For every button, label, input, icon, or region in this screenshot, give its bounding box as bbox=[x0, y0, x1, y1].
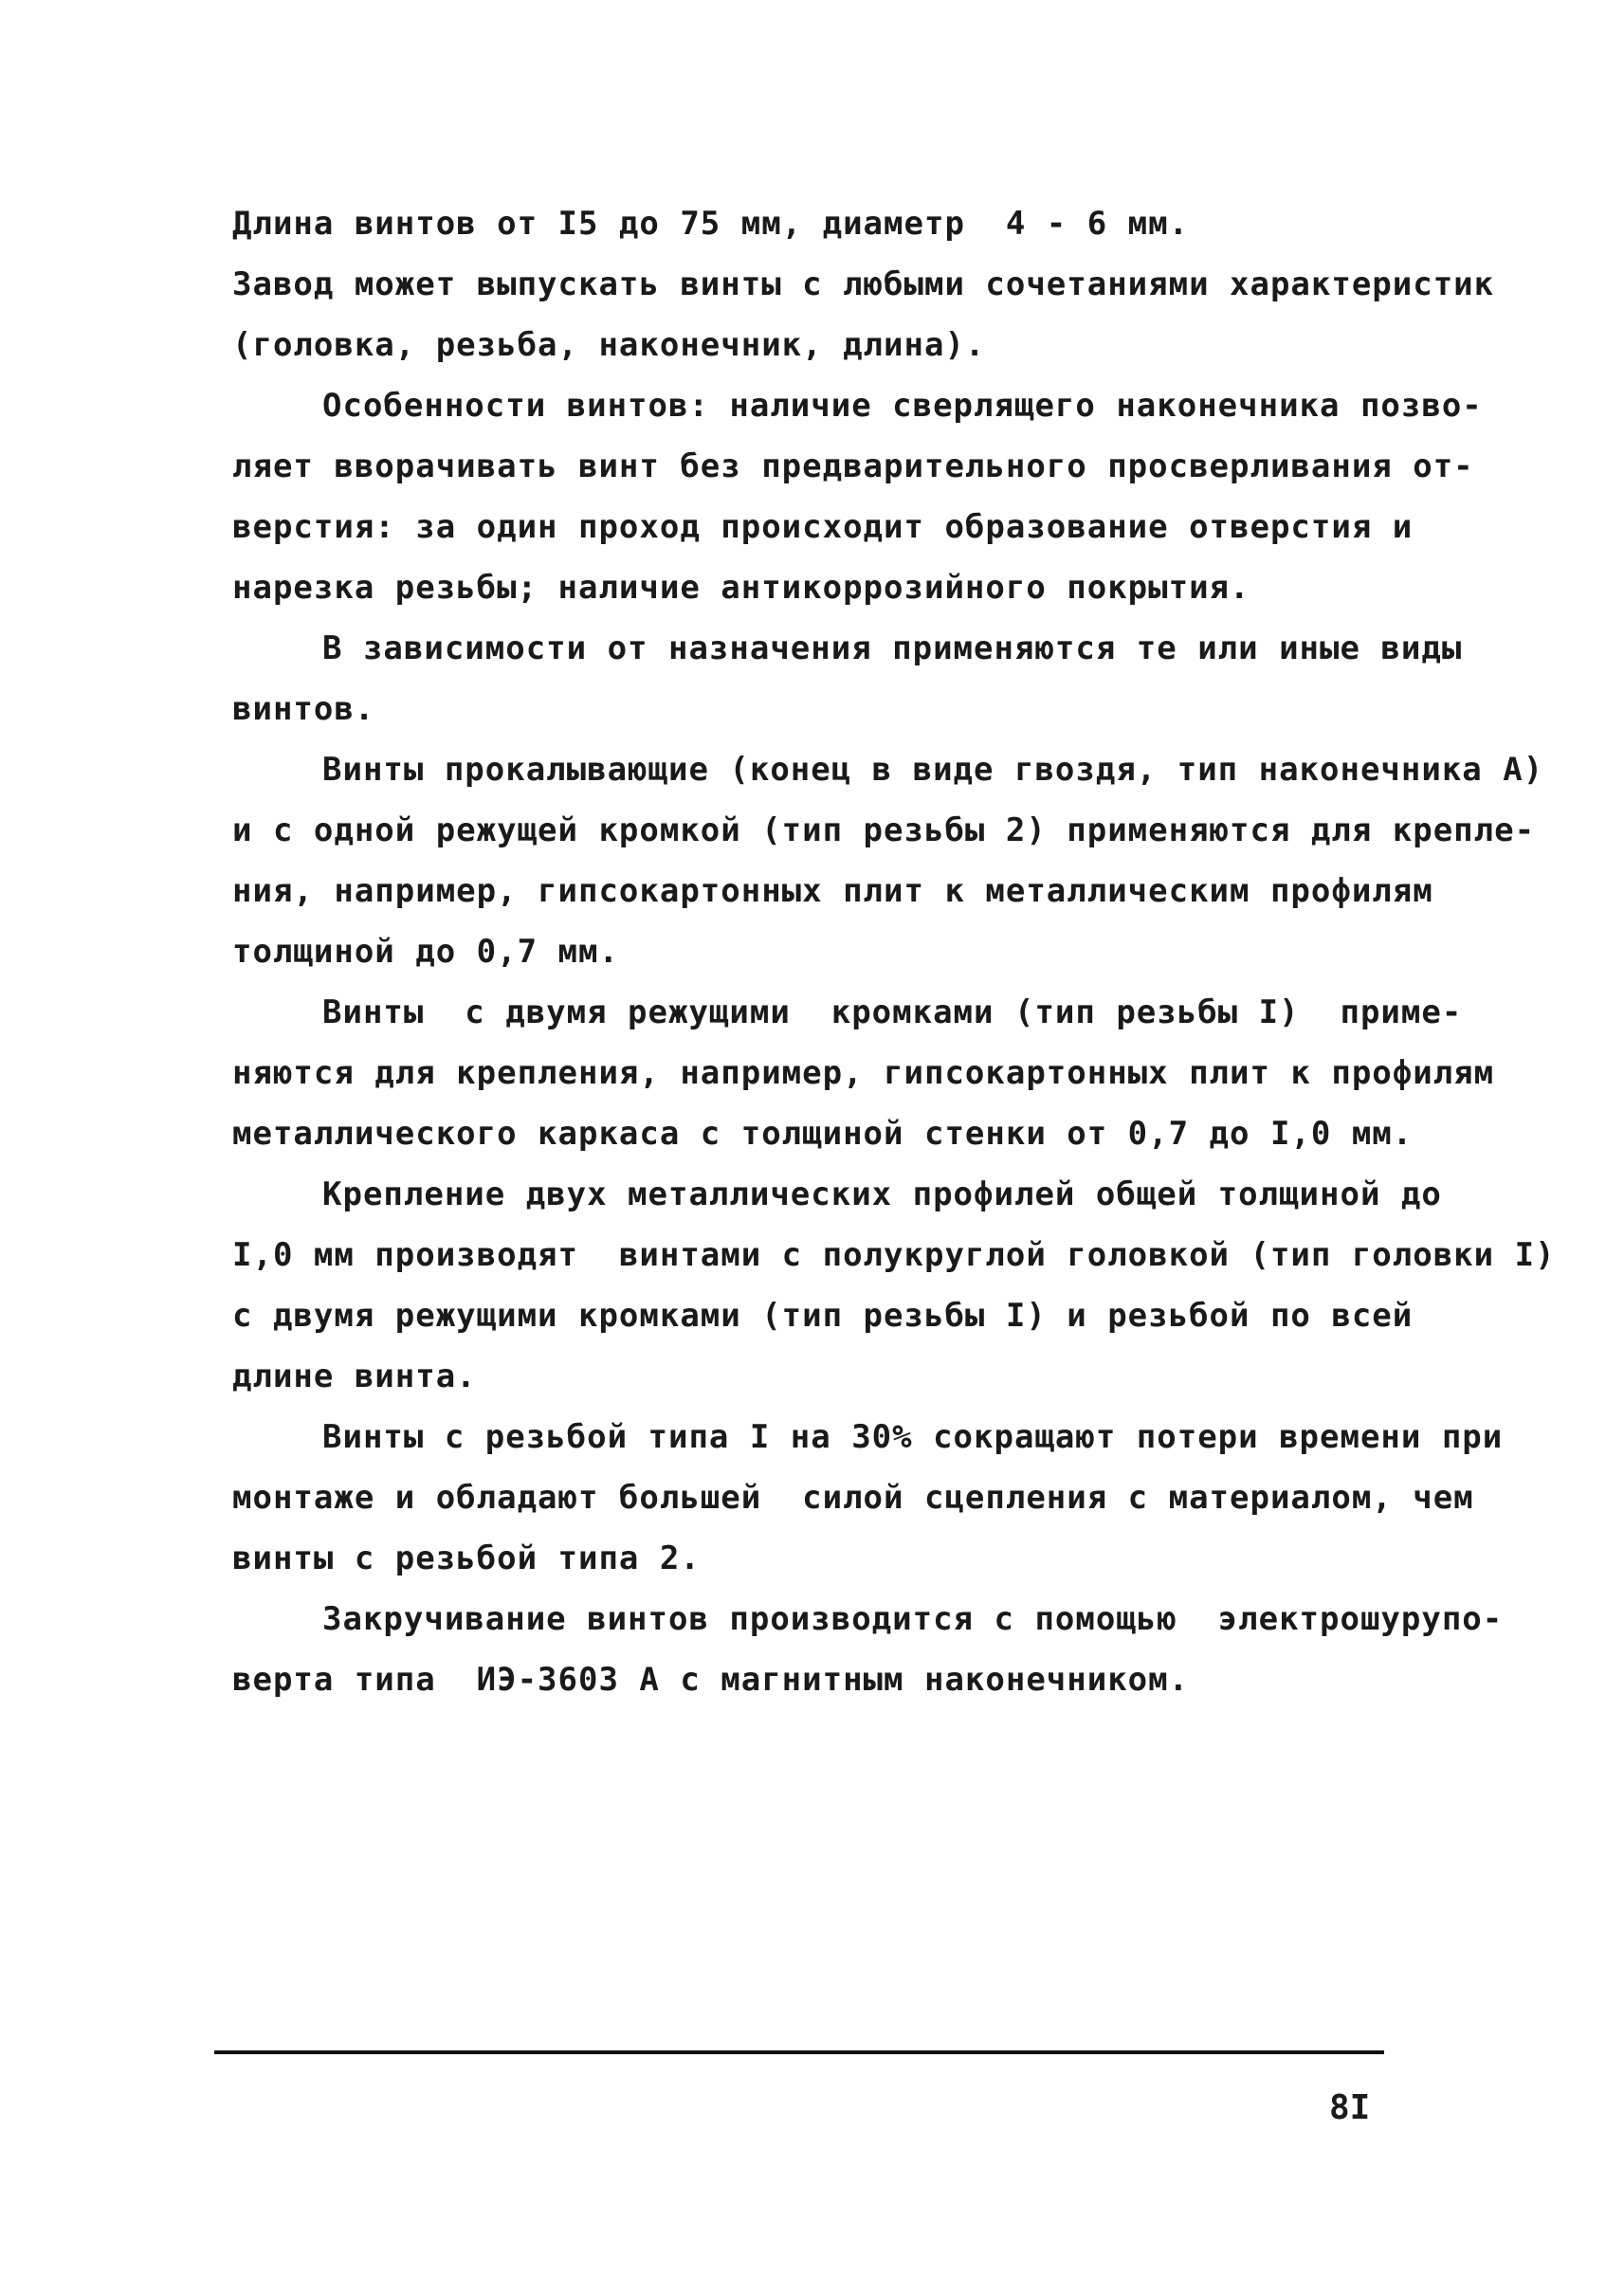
text-line: ния, например, гипсокартонных плит к металлическим профилям bbox=[232, 872, 1433, 910]
footer-divider bbox=[214, 2050, 1384, 2054]
text-line: няются для крепления, например, гипсокартонных плит к профилям bbox=[232, 1054, 1495, 1092]
text-line: верта типа ИЭ-3603 А с магнитным наконечником. bbox=[232, 1661, 1190, 1699]
text-line: Завод может выпускать винты с любыми сочетаниями характеристик bbox=[232, 265, 1495, 303]
paragraph-first-line: Закручивание винтов производится с помощью электрошурупо- bbox=[322, 1600, 1504, 1638]
text-line: винтов. bbox=[232, 690, 375, 728]
paragraph-first-line: Винты прокалывающие (конец в виде гвоздя, тип наконечника А) bbox=[322, 751, 1544, 789]
text-line: монтаже и обладают большей силой сцепления с материалом, чем bbox=[232, 1479, 1474, 1517]
paragraph-first-line: В зависимости от назначения применяются те или иные виды bbox=[322, 629, 1463, 667]
text-line: нарезка резьбы; наличие антикоррозийного покрытия. bbox=[232, 569, 1250, 607]
text-line: ляет вворачивать винт без предварительного просверливания от- bbox=[232, 447, 1474, 485]
paragraph-first-line: Особенности винтов: наличие сверлящего наконечника позво- bbox=[322, 387, 1483, 425]
text-line: металлического каркаса с толщиной стенки от 0,7 до I,0 мм. bbox=[232, 1115, 1414, 1153]
text-line: I,0 мм производят винтами с полукруглой головкой (тип головки I) bbox=[232, 1236, 1556, 1274]
paragraph-first-line: Крепление двух металлических профилей общей толщиной до bbox=[322, 1175, 1442, 1213]
text-line: и с одной режущей кромкой (тип резьбы 2) применяются для крепле- bbox=[232, 811, 1536, 849]
text-line: толщиной до 0,7 мм. bbox=[232, 933, 619, 971]
paragraph-first-line: Винты с двумя режущими кромками (тип резьбы I) приме- bbox=[322, 993, 1463, 1031]
text-line: винты с резьбой типа 2. bbox=[232, 1539, 701, 1577]
text-line: длине винта. bbox=[232, 1357, 477, 1395]
text-line: верстия: за один проход происходит образование отверстия и bbox=[232, 508, 1414, 546]
paragraph-first-line: Винты с резьбой типа I на 30% сокращают потери времени при bbox=[322, 1418, 1504, 1456]
page-number: 8I bbox=[1329, 2088, 1371, 2127]
text-line: Длина винтов от I5 до 75 мм, диаметр 4 - 6 мм. bbox=[232, 205, 1190, 243]
text-line: с двумя режущими кромками (тип резьбы I) и резьбой по всей bbox=[232, 1297, 1414, 1335]
text-line: (головка, резьба, наконечник, длина). bbox=[232, 326, 986, 364]
